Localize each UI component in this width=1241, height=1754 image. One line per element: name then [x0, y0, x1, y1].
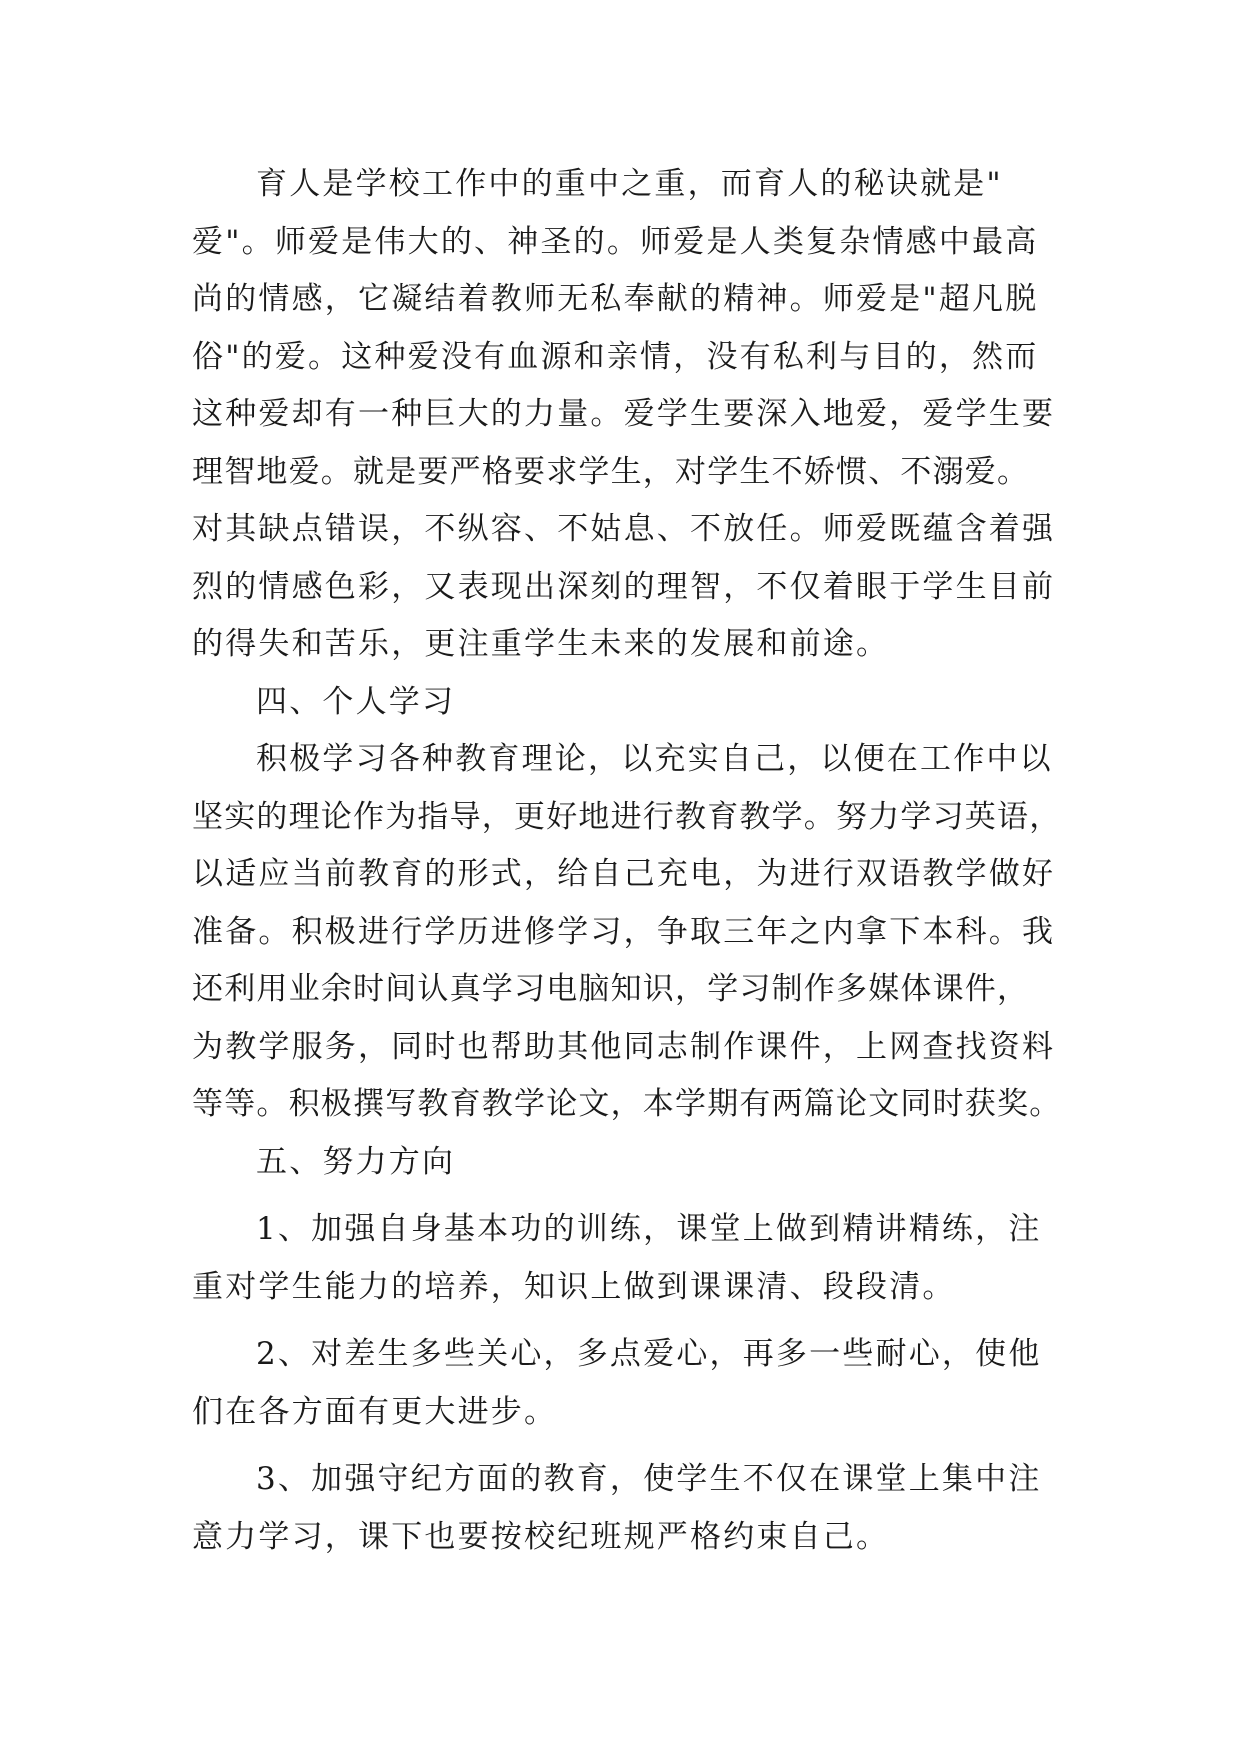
text-line: 理智地爱。就是要严格要求学生，对学生不娇惯、不溺爱。	[192, 453, 1030, 490]
text-line: 坚实的理论作为指导，更好地进行教育教学。努力学习英语，	[192, 798, 1062, 835]
text-line: 这种爱却有一种巨大的力量。爱学生要深入地爱，爱学生要	[192, 396, 1056, 432]
text-line: 育人是学校工作中的重中之重，而育人的秘诀就是"	[256, 166, 1003, 202]
list-item-line: 意力学习，课下也要按校纪班规严格约束自己。	[192, 1518, 890, 1555]
text-line: 烈的情感色彩，又表现出深刻的理智，不仅着眼于学生目前	[192, 568, 1056, 605]
text-line: 以适应当前教育的形式，给自己充电，为进行双语教学做好	[192, 856, 1056, 892]
text-line: 准备。积极进行学历进修学习，争取三年之内拿下本科。我	[192, 913, 1056, 950]
paragraph-gap	[192, 1316, 1052, 1326]
list-item-line: 1、加强自身基本功的训练，课堂上做到精讲精练，注	[256, 1211, 1042, 1247]
text-line: 的得失和苦乐，更注重学生未来的发展和前途。	[192, 626, 890, 662]
list-item-line: 们在各方面有更大进步。	[192, 1393, 558, 1430]
list-item-line: 2、对差生多些关心，多点爱心，再多一些耐心，使他	[256, 1336, 1042, 1372]
section-heading: 五、努力方向	[256, 1143, 456, 1180]
text-line: 对其缺点错误，不纵容、不姑息、不放任。师爱既蕴含着强	[192, 511, 1056, 547]
document-body	[192, 156, 1062, 1566]
paragraph-gap	[192, 1191, 1052, 1201]
text-line: 为教学服务，同时也帮助其他同志制作课件，上网查找资料	[192, 1028, 1056, 1065]
text-line: 俗"的爱。这种爱没有血源和亲情，没有私利与目的，然而	[192, 338, 1039, 375]
text-line: 还利用业余时间认真学习电脑知识，学习制作多媒体课件，	[192, 971, 1030, 1007]
list-item-line: 3、加强守纪方面的教育，使学生不仅在课堂上集中注	[256, 1461, 1042, 1497]
list-item-line: 重对学生能力的培养，知识上做到课课清、段段清。	[192, 1268, 956, 1305]
text-line: 等等。积极撰写教育教学论文，本学期有两篇论文同时获奖。	[192, 1086, 1062, 1122]
section-heading: 四、个人学习	[256, 683, 456, 720]
paragraph-gap	[192, 1441, 1052, 1451]
text-line: 积极学习各种教育理论，以充实自己，以便在工作中以	[256, 741, 1053, 777]
text-line: 爱"。师爱是伟大的、神圣的。师爱是人类复杂情感中最高	[192, 223, 1039, 260]
text-line: 尚的情感，它凝结着教师无私奉献的精神。师爱是"超凡脱	[192, 281, 1039, 317]
